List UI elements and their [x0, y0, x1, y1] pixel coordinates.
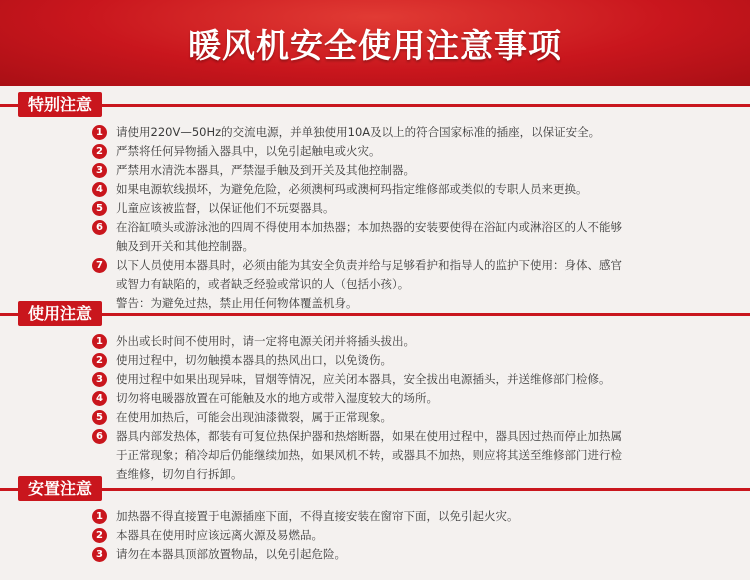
item-number-badge: 3	[92, 372, 107, 387]
item-text: 严禁将任何异物插入器具中，以免引起触电或火灾。	[116, 144, 381, 158]
item-number-badge: 6	[92, 220, 107, 235]
item-number-badge: 5	[92, 201, 107, 216]
item-number-badge: 7	[92, 258, 107, 273]
title-banner	[0, 0, 750, 86]
item-number-badge: 3	[92, 547, 107, 562]
item-text-continued: 于正常现象；稍冷却后仍能继续加热，如果风机不转，或器具不加热，则应将其送至维修部门进行检	[116, 448, 622, 462]
section-item-list	[92, 507, 712, 564]
list-item	[92, 408, 712, 427]
section-item-list	[92, 123, 712, 313]
item-text-continued: 查维修，切勿自行拆卸。	[116, 467, 243, 481]
list-item	[92, 332, 712, 351]
item-text: 在浴缸喷头或游泳池的四周不得使用本加热器；本加热器的安装要使得在浴缸内或淋浴区的人不能够	[116, 220, 622, 234]
list-item	[92, 351, 712, 370]
item-number-badge: 3	[92, 163, 107, 178]
warning-note	[92, 294, 712, 313]
item-number-badge: 1	[92, 125, 107, 140]
section-item-list	[92, 332, 712, 484]
section-heading: 安置注意	[18, 476, 102, 501]
list-item	[92, 218, 712, 256]
list-item	[92, 199, 712, 218]
section-divider	[0, 488, 750, 491]
item-text: 使用过程中，切勿触摸本器具的热风出口，以免烫伤。	[116, 353, 392, 367]
section-heading: 使用注意	[18, 301, 102, 326]
item-number-badge: 1	[92, 509, 107, 524]
item-text: 外出或长时间不使用时，请一定将电源关闭并将插头拔出。	[116, 334, 415, 348]
item-text: 请使用220V—50Hz的交流电源，并单独使用10A及以上的符合国家标准的插座，以保证安全。	[116, 125, 601, 139]
section-divider	[0, 104, 750, 107]
item-text: 切勿将电暖器放置在可能触及水的地方或带入湿度较大的场所。	[116, 391, 438, 405]
list-item	[92, 256, 712, 294]
item-number-badge: 4	[92, 182, 107, 197]
section-heading: 特别注意	[18, 92, 102, 117]
item-text-continued: 触及到开关和其他控制器。	[116, 239, 254, 253]
list-item	[92, 370, 712, 389]
list-item	[92, 142, 712, 161]
item-number-badge: 5	[92, 410, 107, 425]
list-item	[92, 123, 712, 142]
list-item	[92, 507, 712, 526]
item-number-badge: 1	[92, 334, 107, 349]
list-item	[92, 180, 712, 199]
list-item	[92, 389, 712, 408]
item-text: 在使用加热后，可能会出现油漆微裂，属于正常现象。	[116, 410, 392, 424]
list-item	[92, 427, 712, 484]
list-item	[92, 526, 712, 545]
item-text: 以下人员使用本器具时，必须由能为其安全负责并给与足够看护和指导人的监护下使用：身体、感官	[116, 258, 622, 272]
item-text: 如果电源软线损坏，为避免危险，必须澳柯玛或澳柯玛指定维修部或类似的专职人员来更换。	[116, 182, 588, 196]
item-text: 使用过程中如果出现异味，冒烟等情况，应关闭本器具，安全拔出电源插头，并送维修部门检修。	[116, 372, 611, 386]
item-text: 器具内部发热体，都装有可复位热保护器和热熔断器，如果在使用过程中，器具因过热而停止加热属	[116, 429, 622, 443]
list-item	[92, 161, 712, 180]
item-text: 加热器不得直接置于电源插座下面，不得直接安装在窗帘下面，以免引起火灾。	[116, 509, 519, 523]
section-divider	[0, 313, 750, 316]
warning-text: 警告：为避免过热，禁止用任何物体覆盖机身。	[116, 296, 358, 310]
item-text: 严禁用水清洗本器具，严禁湿手触及到开关及其他控制器。	[116, 163, 415, 177]
list-item	[92, 545, 712, 564]
item-text-continued: 或智力有缺陷的，或者缺乏经验或常识的人（包括小孩）。	[116, 277, 410, 291]
page-title: 暖风机安全使用注意事项	[188, 26, 562, 65]
item-number-badge: 4	[92, 391, 107, 406]
item-text: 请勿在本器具顶部放置物品，以免引起危险。	[116, 547, 346, 561]
item-number-badge: 2	[92, 528, 107, 543]
item-text: 儿童应该被监督，以保证他们不玩耍器具。	[116, 201, 335, 215]
item-text: 本器具在使用时应该远离火源及易燃品。	[116, 528, 323, 542]
item-number-badge: 2	[92, 353, 107, 368]
item-number-badge: 6	[92, 429, 107, 444]
item-number-badge: 2	[92, 144, 107, 159]
